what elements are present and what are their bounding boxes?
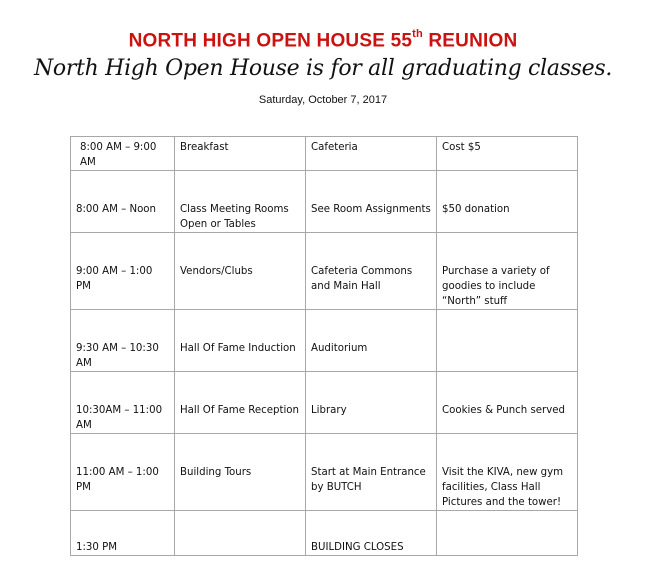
event-cell xyxy=(175,511,306,556)
note-cell: Cookies & Punch served xyxy=(437,372,578,434)
event-date: Saturday, October 7, 2017 xyxy=(258,94,388,106)
table-row xyxy=(71,434,578,511)
event-cell: Class Meeting Rooms Open or Tables xyxy=(175,171,306,233)
event-cell: Vendors/Clubs xyxy=(175,233,306,310)
page-subtitle: North High Open House is for all graduating classes. xyxy=(33,56,613,81)
time-cell: 10:30AM – 11:00 AM xyxy=(71,372,175,434)
location-cell: Cafeteria xyxy=(306,137,437,171)
location-cell: Start at Main Entrance by BUTCH xyxy=(306,434,437,511)
event-cell: Building Tours xyxy=(175,434,306,511)
table-row xyxy=(71,233,578,310)
time-cell: 9:00 AM – 1:00 PM xyxy=(71,233,175,310)
event-cell: Hall Of Fame Induction xyxy=(175,310,306,372)
event-cell: Breakfast xyxy=(175,137,306,171)
location-cell: BUILDING CLOSES xyxy=(306,511,437,556)
table-row xyxy=(71,171,578,233)
time-cell: 9:30 AM – 10:30 AM xyxy=(71,310,175,372)
note-cell: Visit the KIVA, new gym facilities, Class Hall Pictures and the tower! xyxy=(437,434,578,511)
note-cell xyxy=(437,310,578,372)
time-cell: 1:30 PM xyxy=(71,511,175,556)
note-cell: $50 donation xyxy=(437,171,578,233)
schedule-table xyxy=(70,136,578,556)
event-cell: Hall Of Fame Reception xyxy=(175,372,306,434)
table-row xyxy=(71,372,578,434)
time-cell: 8:00 AM – Noon xyxy=(71,171,175,233)
time-cell: 11:00 AM – 1:00 PM xyxy=(71,434,175,511)
page-title xyxy=(0,30,646,52)
title-main: NORTH HIGH OPEN HOUSE 55 xyxy=(128,30,413,52)
location-cell: Library xyxy=(306,372,437,434)
title-end: REUNION xyxy=(422,30,518,52)
table-row xyxy=(71,137,578,171)
location-cell: See Room Assignments xyxy=(306,171,437,233)
note-cell xyxy=(437,511,578,556)
location-cell: Cafeteria Commons and Main Hall xyxy=(306,233,437,310)
note-cell: Purchase a variety of goodies to include “North” stuff xyxy=(437,233,578,310)
table-row xyxy=(71,310,578,372)
time-cell: 8:00 AM – 9:00 AM xyxy=(71,137,175,171)
location-cell: Auditorium xyxy=(306,310,437,372)
note-cell: Cost $5 xyxy=(437,137,578,171)
table-row xyxy=(71,511,578,556)
title-ordinal-suffix: th xyxy=(412,28,423,40)
